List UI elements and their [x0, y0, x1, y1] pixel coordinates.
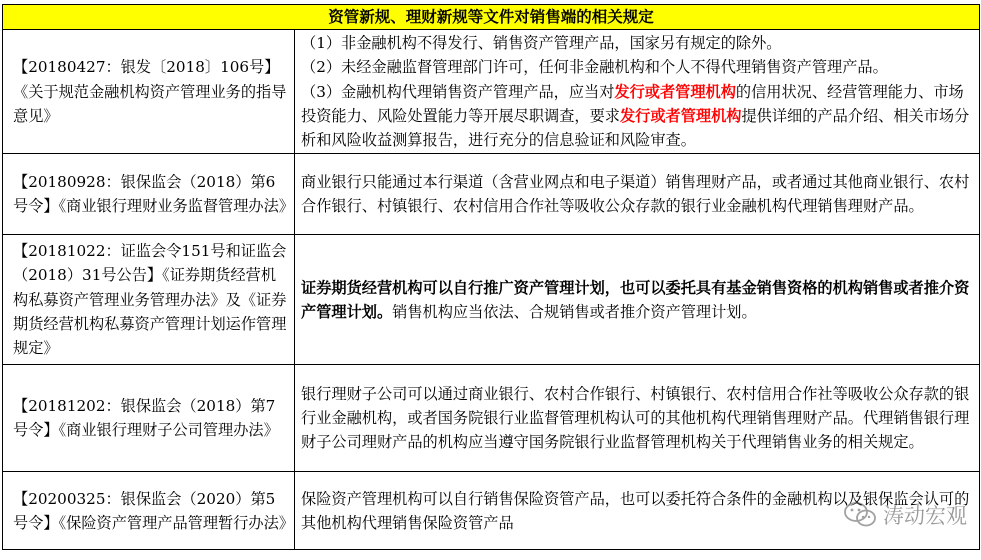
regulation-source: 【20200325：银保监会（2020）第5号令】《保险资产管理产品管理暂行办法》: [3, 472, 295, 550]
regulation-content: 保险资产管理机构可以自行销售保险资管产品，也可以委托符合条件的金融机构以及银保监会认可的其他机构代理销售保险资管产品: [295, 472, 980, 550]
regulation-content: 商业银行只能通过本行渠道（含营业网点和电子渠道）销售理财产品，或者通过其他商业银行、农村合作银行、村镇银行、农村信用合作社等吸收公众存款的银行业金融机构代理销售理财产品。: [295, 154, 980, 235]
highlight-text: 证券期货经营机构可以自行推广资产管理计划，也可以委托具有基金销售资格的机构销售或者推介资产管理计划。: [301, 278, 970, 321]
regulation-source: 【20181202：银保监会（2018）第7号令】《商业银行理财子公司管理办法》: [3, 365, 295, 472]
highlight-text: 发行或者管理机构: [619, 106, 742, 125]
regulation-content: 银行理财子公司可以通过商业银行、农村合作银行、村镇银行、农村信用合作社等吸收公众存款的银行业金融机构，或者国务院银行业监督管理机构认可的其他机构代理销售理财产品。代理销售银行理财子公司理财产品的机构应当遵守国务院银行业监督管理机构关于代理销售业务的相关规定。: [295, 365, 980, 472]
regulation-content: [295, 30, 980, 154]
content-text: 的信用状况、经营管理能力、市场投资能力、风险处置能力等开展尽职调查，要求: [301, 82, 964, 125]
table-header-row: [3, 5, 980, 30]
content-paragraph: [301, 80, 973, 153]
regulation-table: [2, 4, 980, 550]
table-row: [3, 235, 980, 365]
regulation-source: 【20181022：证监会令151号和证监会（2018）31号公告】《证券期货经营机构私募资产管理业务管理办法》及《证券期货经营机构私募资产管理计划运作管理规定》: [3, 235, 295, 365]
table-row: [3, 472, 980, 550]
watermark-text: 涛动宏观: [883, 504, 967, 528]
regulation-source: 【20180928：银保监会（2018）第6号令】《商业银行理财业务监督管理办法》: [3, 154, 295, 235]
content-text: 提供详细的产品介绍、相关市场分析和风险收益测算报告，进行充分的信息验证和风险审查。: [301, 106, 970, 150]
table-title: 资管新规、理财新规等文件对销售端的相关规定: [3, 5, 980, 30]
highlight-text: 发行或者管理机构: [614, 82, 736, 101]
table-row: [3, 30, 980, 154]
table-row: [3, 365, 980, 472]
content-paragraph: （1）非金融机构不得发行、销售资产管理产品，国家另有规定的除外。: [301, 34, 782, 53]
table-row: [3, 154, 980, 235]
content-text: 销售机构应当依法、合规销售或者推介资产管理计划。: [392, 302, 757, 321]
wechat-icon: [843, 501, 877, 529]
content-paragraph: （2）未经金融监督管理部门许可，任何非金融机构和个人不得代理销售资产管理产品。: [301, 58, 888, 77]
watermark: [843, 500, 967, 530]
content-text: （3）金融机构代理销售资产管理产品，应当对: [301, 82, 615, 101]
regulation-content: [295, 235, 980, 365]
regulation-source: 【20180427：银发〔2018〕106号】《关于规范金融机构资产管理业务的指导意见》: [3, 30, 295, 154]
